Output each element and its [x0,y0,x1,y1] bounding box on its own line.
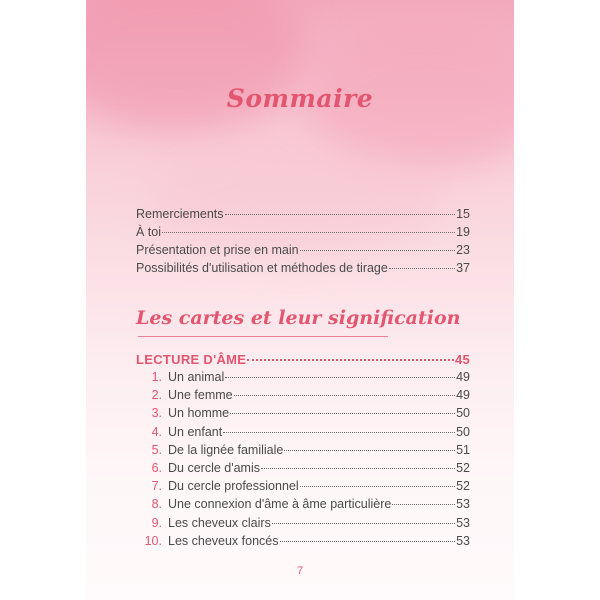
card-number: 6. [151,460,162,475]
toc-entry[interactable] [136,225,470,243]
card-number: 8. [151,497,162,512]
card-number: 3. [151,406,162,421]
toc-entry[interactable] [136,243,470,261]
card-label: Une femme [168,388,233,403]
card-number: 9. [151,515,162,530]
card-entry[interactable] [136,516,470,534]
dot-leader [392,504,455,505]
card-page: 50 [456,424,470,439]
dot-leader [280,541,456,542]
dot-leader [230,413,455,414]
section-underline [138,336,388,337]
dot-leader [162,232,455,233]
toc-entry-label: À toi [136,225,162,239]
page-title: Sommaire [226,84,374,113]
toc-entry-page: 19 [456,225,470,239]
card-page: 52 [456,460,470,475]
dot-leader [272,523,455,524]
section-heading: Les cartes et leur signification [136,307,461,329]
card-number: 2. [151,388,162,403]
dot-leader [247,359,454,361]
chapter-label: LECTURE D'ÂME [136,352,247,367]
chapter-page: 45 [454,352,470,367]
card-entry[interactable] [136,534,470,552]
dot-leader [234,395,455,396]
card-page: 51 [456,442,470,457]
toc-entry-page: 37 [456,261,470,275]
toc-entry-page: 15 [456,207,470,221]
toc-entry-label: Possibilités d'utilisation et méthodes de tirage [136,261,388,275]
card-entry[interactable] [136,388,470,406]
chapter-heading [136,352,470,370]
card-label: Les cheveux foncés [168,533,279,548]
card-entry[interactable] [136,461,470,479]
card-number: 1. [151,370,162,384]
card-number: 7. [151,479,162,494]
toc-entry-label: Présentation et prise en main [136,243,299,257]
card-entry[interactable] [136,443,470,461]
card-page: 53 [456,533,470,548]
dot-leader [261,468,455,469]
book-page [86,0,514,600]
card-page: 53 [456,515,470,530]
dot-leader [225,214,456,215]
dot-leader [284,450,455,451]
card-page: 50 [456,406,470,421]
card-number: 10. [144,533,162,548]
card-page: 49 [456,370,470,384]
toc-entry[interactable] [136,207,470,225]
card-list [136,370,470,552]
card-label: Les cheveux clairs [168,515,271,530]
card-label: Un homme [168,406,230,421]
card-label: De la lignée familiale [168,442,284,457]
dot-leader [389,268,455,269]
dot-leader [225,377,455,378]
chapter-entry[interactable] [136,352,470,370]
card-label: Un enfant [168,424,223,439]
dot-leader [300,486,455,487]
toc-entry-page: 23 [456,243,470,257]
card-entry[interactable] [136,479,470,497]
page-number: 7 [296,565,304,577]
card-number: 4. [151,424,162,439]
card-label: Du cercle professionnel [168,479,299,494]
card-label: Un animal [168,370,225,384]
card-entry[interactable] [136,497,470,515]
card-number: 5. [151,442,162,457]
card-page: 53 [456,497,470,512]
dot-leader [300,250,456,251]
card-label: Une connexion d'âme à âme particulière [168,497,392,512]
dot-leader [223,432,455,433]
card-label: Du cercle d'amis [168,460,260,475]
toc-entry[interactable] [136,261,470,279]
card-page: 52 [456,479,470,494]
toc-general-list [136,207,470,279]
card-entry[interactable] [136,370,470,388]
card-page: 49 [456,388,470,403]
card-entry[interactable] [136,425,470,443]
toc-entry-label: Remerciements [136,207,224,221]
card-entry[interactable] [136,406,470,424]
